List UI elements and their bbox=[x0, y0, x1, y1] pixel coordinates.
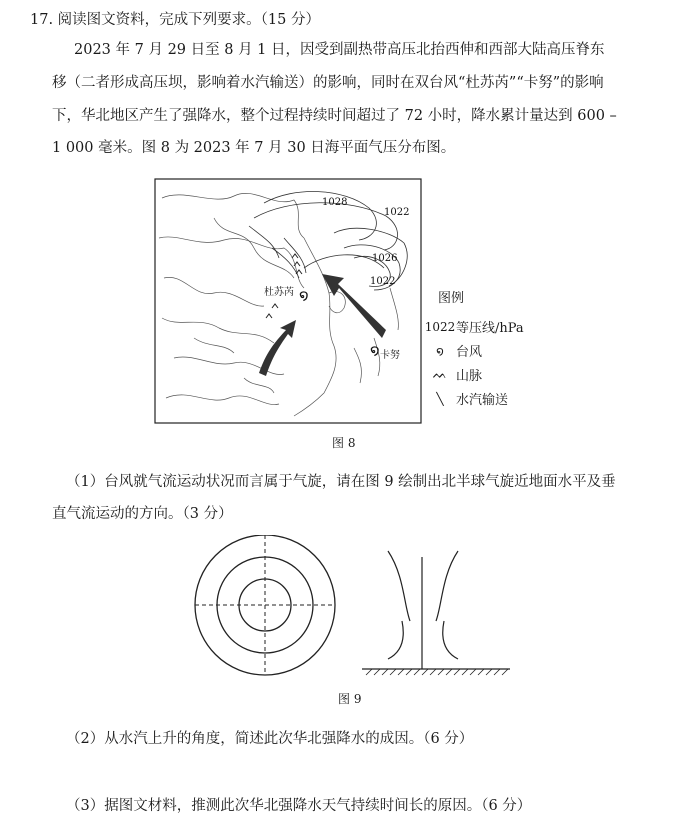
typhoon-label: 卡努 bbox=[380, 350, 400, 361]
legend-item bbox=[424, 341, 482, 360]
subquestion-1-cont: 直气流运动的方向。（3 分） bbox=[52, 506, 233, 522]
legend-item bbox=[424, 317, 524, 336]
legend-label: 台风 bbox=[456, 345, 483, 360]
figure-9-caption: 图 9 bbox=[338, 692, 362, 706]
subquestion-1: （1）台风就气流运动状况而言属于气旋，请在图 9 绘制出北半球气旋近地面水平及垂 bbox=[66, 474, 616, 490]
isobar-label: 1022 bbox=[370, 276, 396, 287]
typhoon-icon: ໑ bbox=[436, 343, 444, 358]
legend-label: 水汽输送 bbox=[456, 393, 509, 408]
typhoon-icon: ໑ bbox=[370, 341, 380, 359]
isobar-symbol: 1022 bbox=[424, 319, 456, 334]
figure-8-caption: 图 8 bbox=[332, 436, 356, 450]
subquestion-2: （2）从水汽上升的角度，简述此次华北强降水的成因。（6 分） bbox=[66, 731, 474, 747]
mountain-icon: ᨓ bbox=[432, 367, 448, 381]
crosshair bbox=[195, 535, 335, 675]
question-header: 17. 阅读图文资料，完成下列要求。（15 分） bbox=[30, 12, 320, 28]
isobar-label: 1028 bbox=[322, 197, 348, 208]
pressure-map bbox=[154, 178, 422, 424]
legend-label: 山脉 bbox=[456, 369, 483, 384]
typhoon-label: 杜苏芮 bbox=[264, 287, 294, 298]
ground-hatching bbox=[366, 669, 508, 675]
legend-item bbox=[424, 389, 508, 408]
subquestion-3: （3）据图文材料，推测此次华北强降水天气持续时间长的原因。（6 分） bbox=[66, 798, 532, 814]
legend-title: 图例 bbox=[438, 291, 465, 306]
typhoon-icon: ໑ bbox=[299, 286, 309, 304]
arrow-icon: ╲ bbox=[436, 391, 444, 406]
isobar-label: 1026 bbox=[372, 253, 398, 264]
map-legend bbox=[424, 287, 554, 407]
paragraph-line: 2023 年 7 月 29 日至 8 月 1 日，因受到副热带高压北抬西伸和西部大陆高压脊东 bbox=[74, 42, 605, 58]
vertical-section bbox=[388, 551, 458, 669]
isobar-label: 1022 bbox=[384, 207, 410, 218]
legend-label: 等压线/hPa bbox=[456, 321, 524, 336]
legend-item bbox=[424, 365, 482, 384]
figure-9 bbox=[190, 535, 520, 685]
paragraph-line: 移（二者形成高压坝，影响着水汽输送）的影响，同时在双台风“杜苏芮”“卡努”的影响 bbox=[52, 75, 604, 91]
paragraph-line: 1 000 毫米。图 8 为 2023 年 7 月 30 日海平面气压分布图。 bbox=[52, 140, 456, 156]
paragraph-line: 下，华北地区产生了强降水，整个过程持续时间超过了 72 小时，降水累计量达到 600 – bbox=[52, 108, 617, 124]
